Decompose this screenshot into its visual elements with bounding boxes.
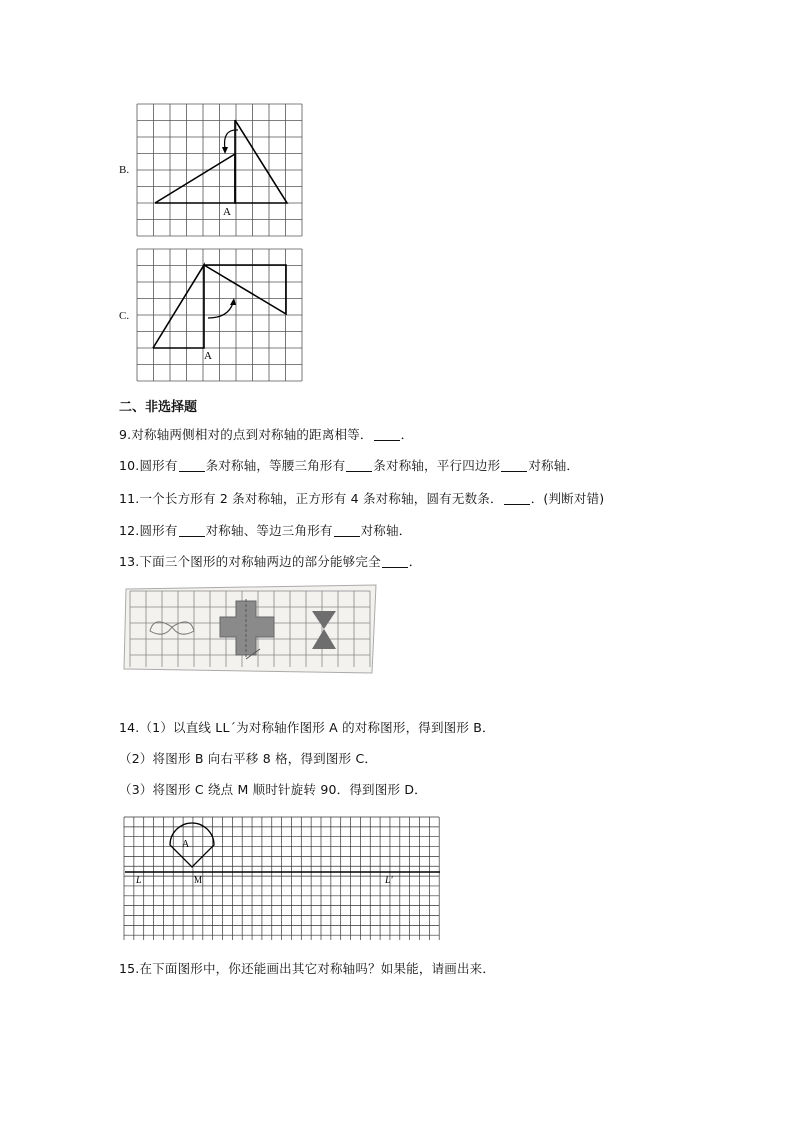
point-m-label: M xyxy=(194,875,203,885)
option-c-label: C. xyxy=(119,310,130,322)
point-a-label: A xyxy=(204,350,212,362)
option-b-label: B. xyxy=(119,164,130,176)
point-a-label: A xyxy=(223,206,231,218)
answer-blank[interactable] xyxy=(346,459,372,472)
answer-blank[interactable] xyxy=(179,459,205,472)
question-11: 11.一个长方形有 2 条对称轴，正方形有 4 条对称轴，圆有无数条． ．(判断对错) xyxy=(119,491,605,506)
answer-blank[interactable] xyxy=(382,555,408,568)
triangle-right xyxy=(204,265,286,314)
answer-blank[interactable] xyxy=(501,459,527,472)
arrow-head-icon xyxy=(222,147,228,154)
label-l-prime: L' xyxy=(385,875,393,886)
question-15: 15.在下面图形中，你还能画出其它对称轴吗？如果能，请画出来． xyxy=(119,961,496,976)
question-14-part-1: 14.（1）以直线 LL´为对称轴作图形 A 的对称图形，得到图形 B． xyxy=(119,720,495,735)
triangle-left xyxy=(153,265,204,348)
arrow-head-icon xyxy=(230,298,236,305)
answer-blank[interactable] xyxy=(504,492,530,505)
label-l: L xyxy=(136,875,142,886)
shape-a-label: A xyxy=(182,839,190,850)
question-13: 13.下面三个图形的对称轴两边的部分能够完全 ． xyxy=(119,554,422,569)
section-title: 二、非选择题 xyxy=(119,400,198,415)
answer-blank[interactable] xyxy=(374,428,400,441)
option-c-figure xyxy=(136,248,304,382)
question-10: 10.圆形有 条对称轴，等腰三角形有 条对称轴，平行四边形 对称轴． xyxy=(119,458,580,473)
option-b-figure xyxy=(136,103,304,237)
question-14-part-3: （3）将图形 C 绕点 M 顺时针旋转 90．得到图形 D． xyxy=(119,782,427,797)
triangle-small xyxy=(155,154,235,203)
triangle-tall xyxy=(235,120,287,203)
rotate-arrow-icon xyxy=(208,303,233,318)
question-14-part-2: （2）将图形 B 向右平移 8 格，得到图形 C． xyxy=(119,751,378,766)
q13-figure xyxy=(122,583,378,677)
question-9: 9.对称轴两侧相对的点到对称轴的距离相等． ． xyxy=(119,427,414,442)
answer-blank[interactable] xyxy=(179,524,205,537)
answer-blank[interactable] xyxy=(334,524,360,537)
question-12: 12.圆形有 对称轴、等边三角形有 对称轴． xyxy=(119,523,412,538)
shape-a xyxy=(170,823,214,867)
q14-figure xyxy=(122,815,442,943)
